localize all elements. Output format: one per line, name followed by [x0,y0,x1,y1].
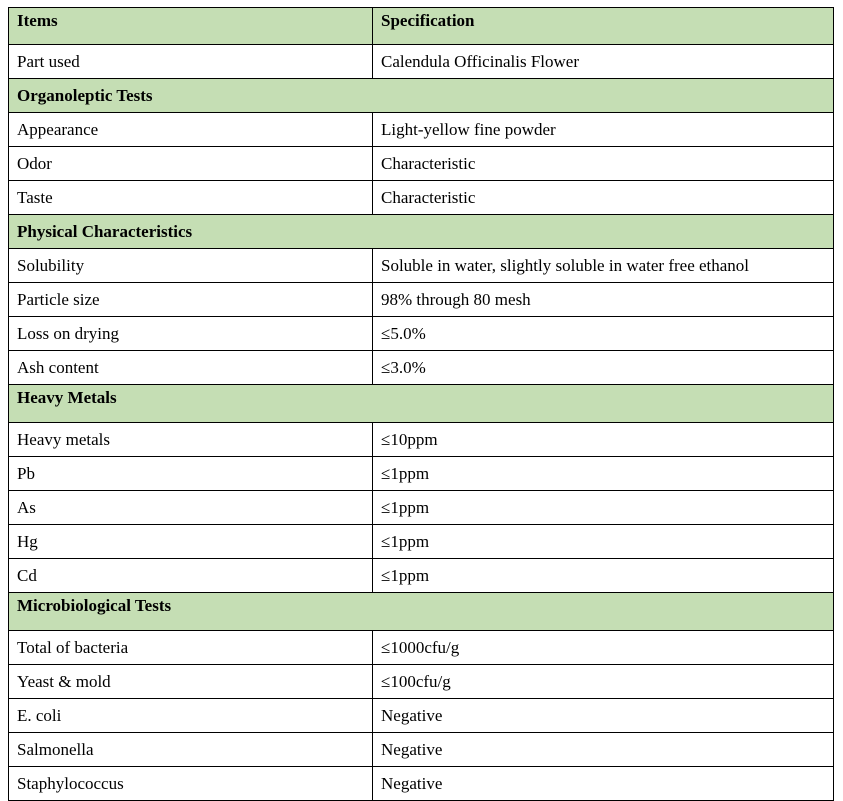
section-header-row [9,215,834,249]
table-row [9,423,834,457]
header-items: Items [9,8,373,45]
specification-cell: 98% through 80 mesh [373,283,834,317]
specification-cell: ≤1ppm [373,559,834,593]
specification-table [8,7,834,801]
item-cell: Loss on drying [9,317,373,351]
table-row [9,283,834,317]
specification-cell: ≤1ppm [373,457,834,491]
table-row [9,733,834,767]
specification-cell: Characteristic [373,181,834,215]
header-specification: Specification [373,8,834,45]
item-cell: Staphylococcus [9,767,373,801]
item-cell: Solubility [9,249,373,283]
table-row [9,351,834,385]
item-cell: Taste [9,181,373,215]
specification-cell: ≤3.0% [373,351,834,385]
table-body [9,45,834,801]
table-row [9,113,834,147]
table-row [9,559,834,593]
table-row [9,491,834,525]
item-cell: Pb [9,457,373,491]
item-cell: Particle size [9,283,373,317]
table-row [9,181,834,215]
table-row [9,45,834,79]
item-cell: Cd [9,559,373,593]
item-cell: Salmonella [9,733,373,767]
table-row [9,767,834,801]
specification-cell: ≤1ppm [373,525,834,559]
specification-cell: Light-yellow fine powder [373,113,834,147]
specification-cell: ≤10ppm [373,423,834,457]
specification-cell: ≤5.0% [373,317,834,351]
item-cell: Yeast & mold [9,665,373,699]
specification-cell: Negative [373,733,834,767]
item-cell: Total of bacteria [9,631,373,665]
table-row [9,317,834,351]
specification-cell: Calendula Officinalis Flower [373,45,834,79]
item-cell: Heavy metals [9,423,373,457]
specification-cell: Negative [373,699,834,733]
section-header-row [9,593,834,631]
section-header-row [9,385,834,423]
item-cell: E. coli [9,699,373,733]
table-row [9,249,834,283]
section-title: Microbiological Tests [9,593,834,631]
table-header-row [9,8,834,45]
item-cell: Part used [9,45,373,79]
specification-cell: Characteristic [373,147,834,181]
table-row [9,665,834,699]
item-cell: Odor [9,147,373,181]
table-row [9,147,834,181]
item-cell: Ash content [9,351,373,385]
section-header-row [9,79,834,113]
table-row [9,631,834,665]
specification-cell: ≤1000cfu/g [373,631,834,665]
item-cell: Appearance [9,113,373,147]
section-title: Physical Characteristics [9,215,834,249]
specification-cell: ≤100cfu/g [373,665,834,699]
item-cell: Hg [9,525,373,559]
item-cell: As [9,491,373,525]
specification-cell: Negative [373,767,834,801]
section-title: Organoleptic Tests [9,79,834,113]
section-title: Heavy Metals [9,385,834,423]
specification-cell: Soluble in water, slightly soluble in water free ethanol [373,249,834,283]
specification-cell: ≤1ppm [373,491,834,525]
table-row [9,457,834,491]
table-row [9,699,834,733]
table-row [9,525,834,559]
